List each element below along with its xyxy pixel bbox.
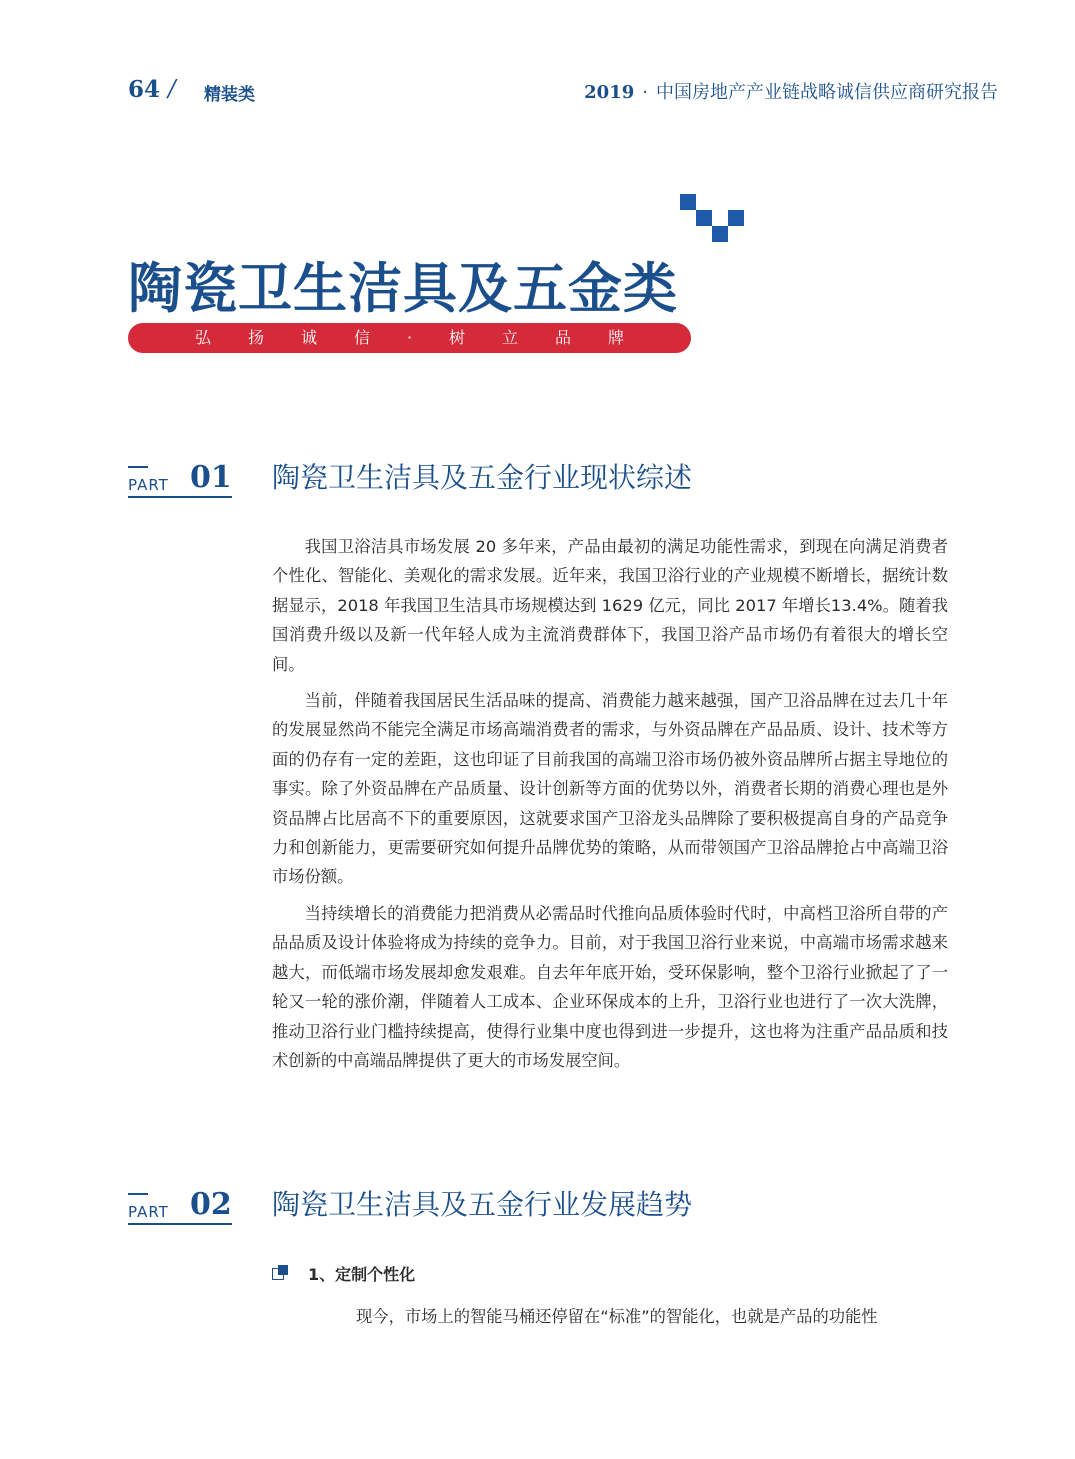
slogan-text: 弘扬诚信·树立品牌	[194, 328, 662, 347]
page-header	[0, 74, 1075, 108]
report-title	[584, 78, 998, 104]
paragraph-start: 现今，市场上的智能马桶还停留在“标准”的智能化，也就是产品的功能性	[356, 1307, 878, 1326]
part-dash	[128, 1193, 148, 1195]
part-01-body	[272, 532, 948, 1082]
pixel-decoration-icon	[680, 194, 744, 242]
part-underline	[128, 496, 232, 498]
paragraph: 当持续增长的消费能力把消费从必需品时代推向品质体验时代时，中高档卫浴所自带的产品品质及设计体验将成为持续的竞争力。目前，对于我国卫浴行业来说，中高端市场需求越来越大，而低端市场发展却愈发艰难。自去年年底开始，受环保影响，整个卫浴行业掀起了了一轮又一轮的涨价潮，伴随着人工成本、企业环保成本的上升，卫浴行业也进行了一次大洗牌，推动卫浴行业门槛持续提高，使得行业集中度也得到进一步提升，这也将为注重产品品质和技术创新的中高端品牌提供了更大的市场发展空间。	[272, 903, 948, 1070]
report-title-text: 中国房地产产业链战略诚信供应商研究报告	[656, 82, 998, 103]
part-01-title: 陶瓷卫生洁具及五金行业现状综述	[272, 461, 693, 494]
part-number: 01	[190, 460, 232, 495]
part-01-marker	[128, 460, 232, 498]
square-bullet-icon	[272, 1265, 288, 1281]
part-02-marker	[128, 1187, 232, 1225]
slogan-banner	[128, 323, 691, 353]
subheading-label: 1、定制个性化	[308, 1265, 416, 1284]
part-number: 02	[190, 1187, 232, 1222]
part-dash	[128, 466, 148, 468]
header-separator: /	[168, 76, 176, 102]
part-02-title: 陶瓷卫生洁具及五金行业发展趋势	[272, 1188, 693, 1221]
section-name: 精装类	[204, 85, 255, 105]
paragraph: 当前，伴随着我国居民生活品味的提高、消费能力越来越强，国产卫浴品牌在过去几十年的发展显然尚不能完全满足市场高端消费者的需求，与外资品牌在产品品质、设计、技术等方面的仍存有一定的差距，这也印证了目前我国的高端卫浴市场仍被外资品牌所占据主导地位的事实。除了外资品牌在产品质量、设计创新等方面的优势以外，消费者长期的消费心理也是外资品牌占比居高不下的重要原因，这就要求国产卫浴龙头品牌除了要积极提高自身的产品竞争力和创新能力，更需要研究如何提升品牌优势的策略，从而带领国产卫浴品牌抢占中高端卫浴市场份额。	[272, 691, 948, 887]
part-label: PART	[128, 476, 169, 494]
title-dot: ·	[642, 82, 648, 103]
paragraph: 我国卫浴洁具市场发展 20 多年来，产品由最初的满足功能性需求，到现在向满足消费者个性化、智能化、美观化的需求发展。近年来，我国卫浴行业的产业规模不断增长，据统计数据显示，2018 年我国卫生洁具市场规模达到 1629 亿元，同比 2017 年增长13.4%。随着我国消费升级以及新一代年轻人成为主流消费群体下，我国卫浴产品市场仍有着很大的增长空间。	[272, 537, 948, 674]
chapter-title: 陶瓷卫生洁具及五金类	[128, 257, 678, 320]
part-label: PART	[128, 1203, 169, 1221]
report-year: 2019	[584, 82, 635, 103]
page-number: 64	[128, 76, 161, 103]
part-underline	[128, 1223, 232, 1225]
